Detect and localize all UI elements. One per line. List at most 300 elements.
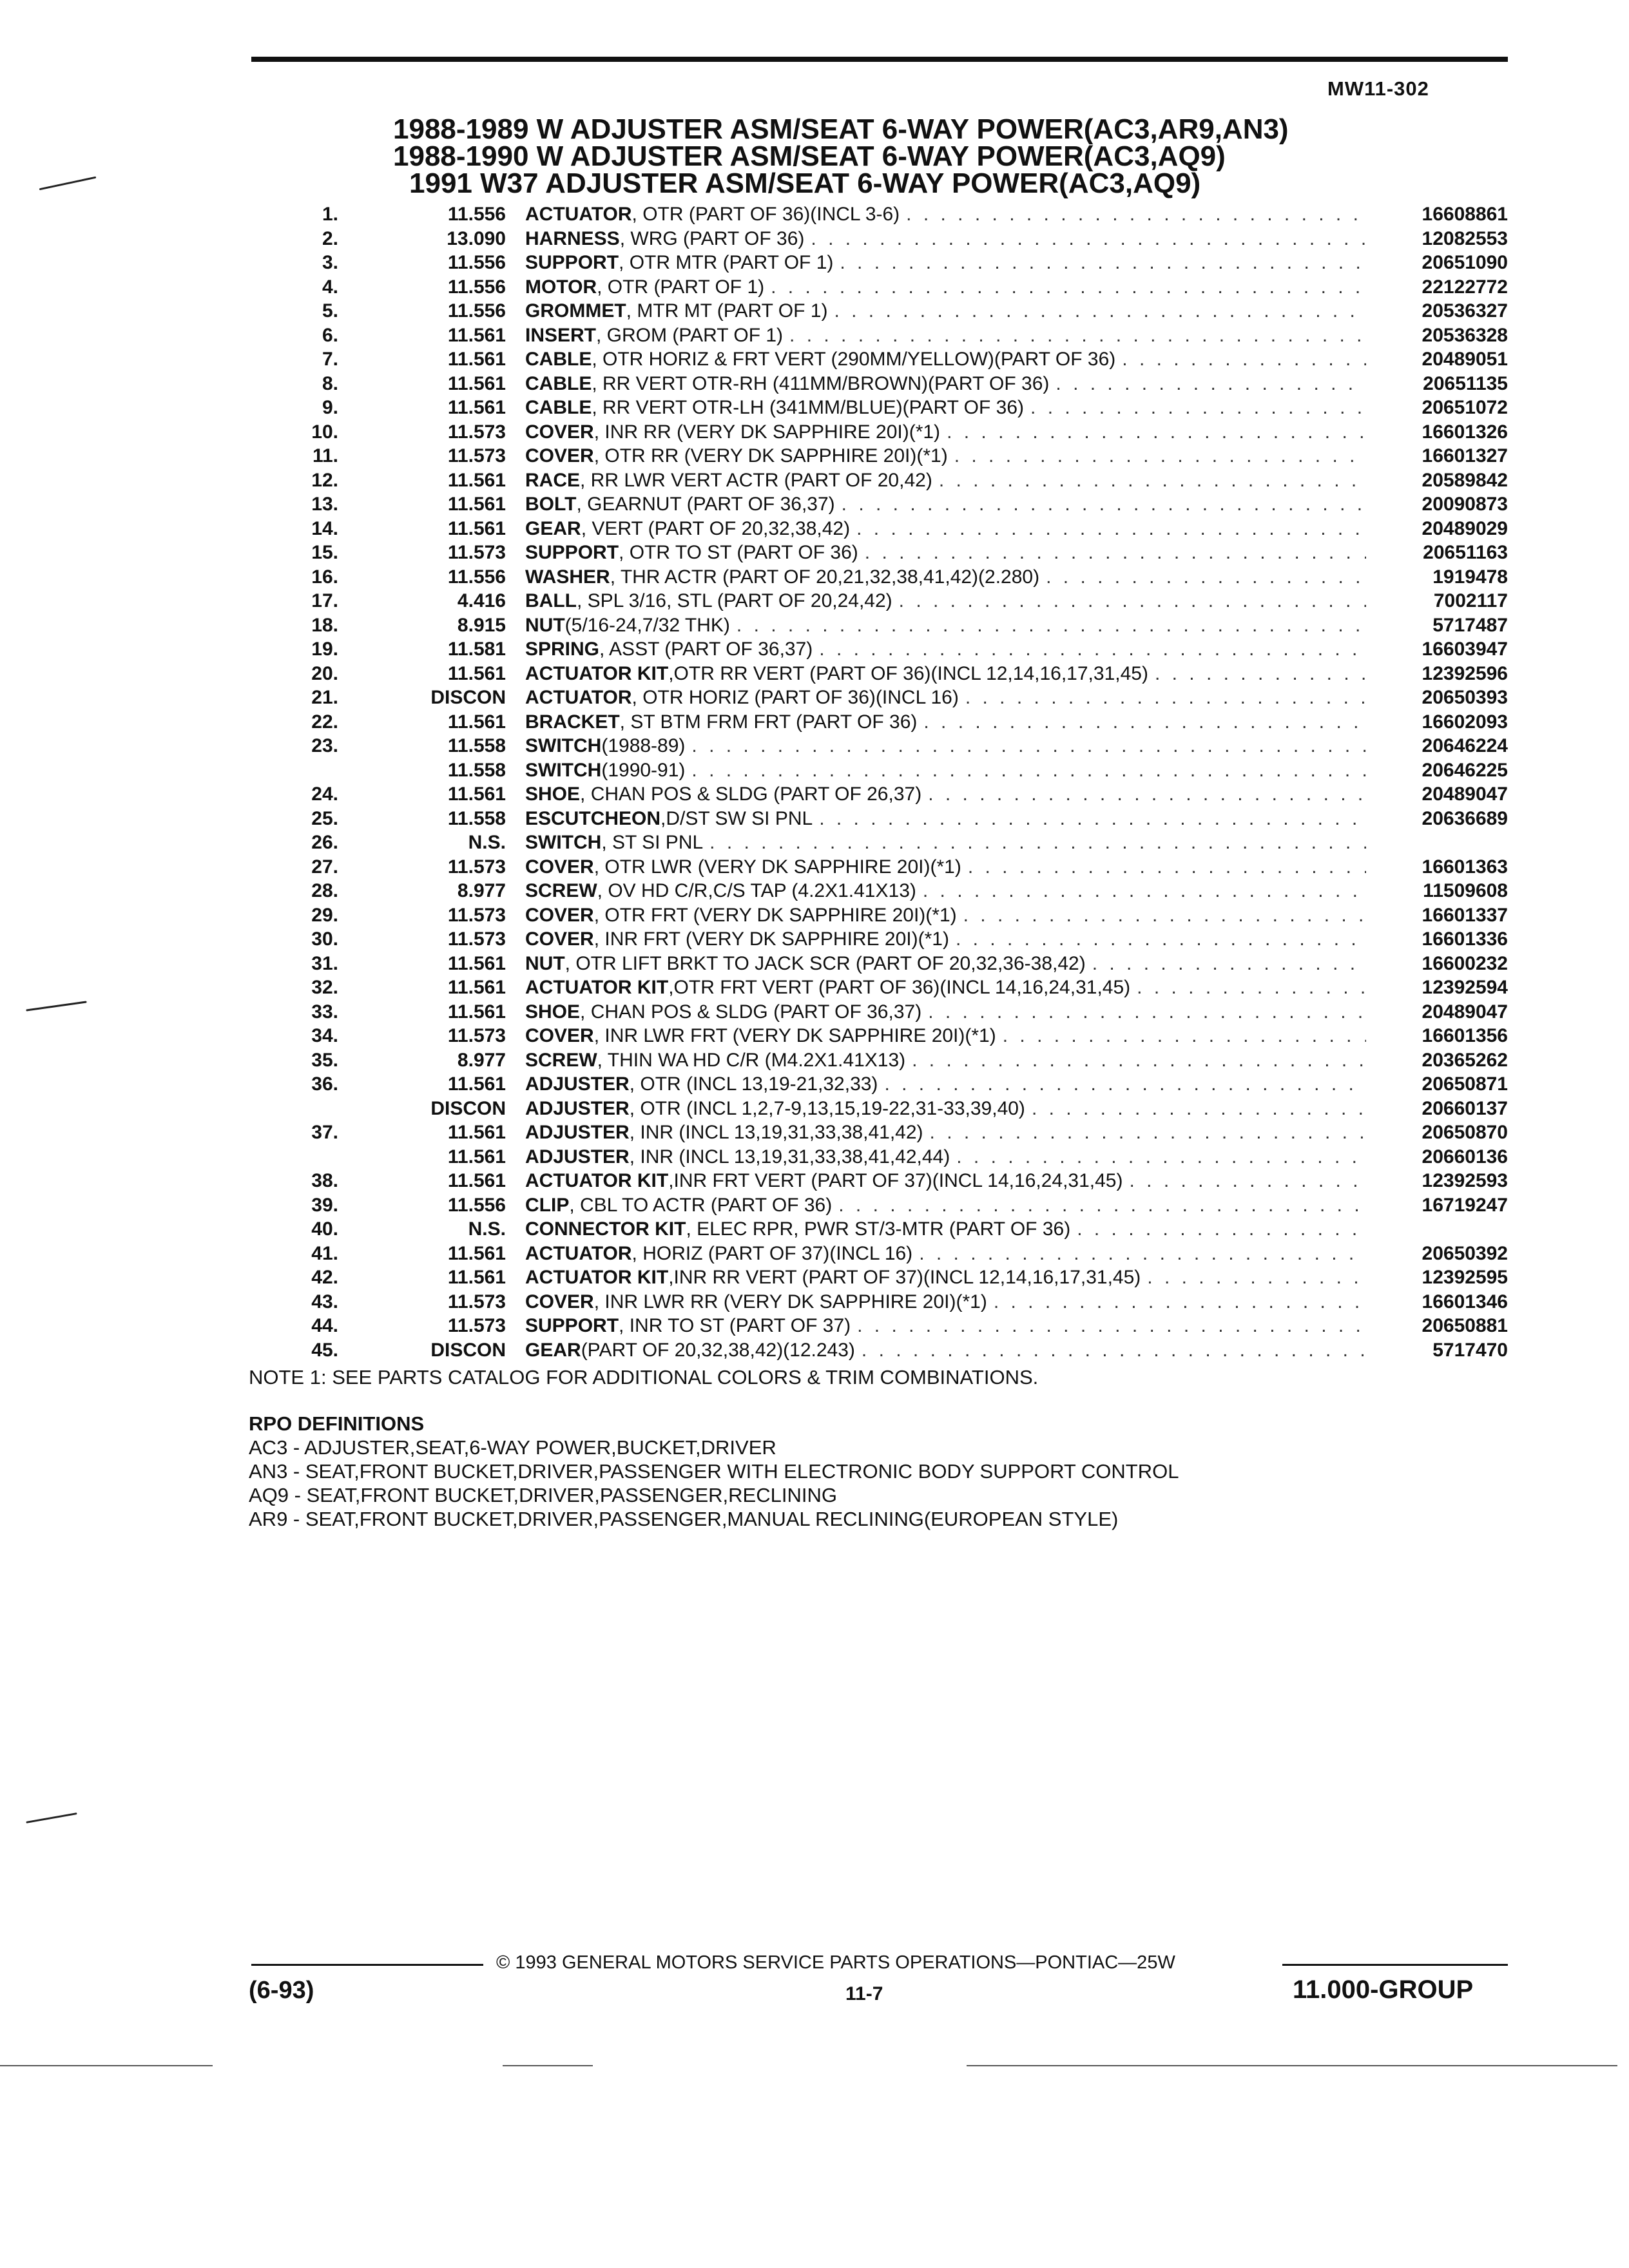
part-name: CABLE (525, 397, 592, 418)
leader-dots (811, 228, 1366, 250)
part-detail: , INR (INCL 13,19,31,33,38,41,42) (629, 1122, 923, 1143)
part-item-number: 15. (311, 542, 338, 563)
document-code: MW11-302 (1327, 77, 1429, 100)
rpo-definition: AN3 - SEAT,FRONT BUCKET,DRIVER,PASSENGER WITH ELECTRONIC BODY SUPPORT CONTROL (249, 1460, 1179, 1483)
part-name: WASHER (525, 566, 610, 588)
part-row (258, 1243, 1508, 1267)
part-detail: , ST BTM FRM FRT (PART OF 36) (619, 711, 918, 733)
part-description (525, 711, 1373, 733)
part-number: 16608861 (1422, 204, 1508, 225)
part-group-code: 11.561 (447, 469, 506, 491)
part-item-number: 21. (311, 687, 338, 708)
part-item-number: 24. (311, 783, 338, 805)
leader-dots (963, 905, 1366, 927)
part-description (525, 977, 1373, 999)
leader-dots (862, 1340, 1366, 1361)
part-item-number: 33. (311, 1001, 338, 1023)
part-item-number: 37. (311, 1122, 338, 1143)
part-group-code: 11.561 (447, 952, 506, 974)
part-description (525, 1050, 1373, 1072)
part-item-number: 3. (322, 252, 338, 273)
part-detail: , INR TO ST (PART OF 37) (619, 1315, 851, 1336)
part-detail: , RR LWR VERT ACTR (PART OF 20,42) (580, 469, 932, 491)
part-item-number: 4. (322, 276, 338, 298)
part-group-code: N.S. (468, 1218, 506, 1240)
part-description (525, 445, 1373, 467)
part-row (258, 1195, 1508, 1219)
part-row (258, 252, 1508, 276)
leader-dots (956, 1146, 1366, 1168)
part-number: 20489029 (1422, 517, 1508, 539)
part-detail: , INR LWR FRT (VERY DK SAPPHIRE 20I)(*1) (593, 1025, 996, 1046)
part-item-number: 39. (311, 1194, 338, 1216)
part-name: INSERT (525, 324, 597, 346)
part-name: SWITCH (525, 832, 602, 853)
part-group-code: 11.581 (447, 639, 506, 660)
leader-dots (1030, 397, 1366, 419)
part-group-code: 11.558 (447, 759, 506, 781)
part-group-code: 11.556 (447, 1194, 506, 1216)
part-item-number: 7. (322, 349, 338, 370)
part-name: GEAR (525, 1339, 581, 1361)
part-description (525, 953, 1373, 975)
part-number: 12392596 (1422, 662, 1508, 684)
leader-dots (1137, 977, 1366, 999)
part-item-number: 31. (311, 952, 338, 974)
part-number: 1919478 (1432, 566, 1508, 588)
part-row (258, 518, 1508, 543)
part-detail: ,OTR RR VERT (PART OF 36)(INCL 12,14,16,17,31,45) (668, 662, 1148, 684)
part-description (525, 325, 1373, 347)
part-description (525, 783, 1373, 805)
leader-dots (968, 856, 1366, 878)
part-detail: , RR VERT OTR-RH (411MM/BROWN)(PART OF 36) (592, 372, 1050, 394)
part-group-code: 11.561 (447, 711, 506, 733)
part-number: 20646224 (1422, 735, 1508, 756)
leader-dots (919, 1243, 1366, 1265)
leader-dots (1003, 1025, 1366, 1047)
part-name: COVER (525, 421, 594, 443)
part-row (258, 928, 1508, 953)
part-name: BRACKET (525, 711, 620, 733)
part-detail: (5/16-24,7/32 THK) (564, 614, 730, 636)
part-group-code: 11.556 (447, 300, 506, 322)
part-name: SPRING (525, 639, 600, 660)
part-detail: , INR LWR RR (VERY DK SAPPHIRE 20I)(*1) (593, 1291, 987, 1312)
part-number: 12392593 (1422, 1170, 1508, 1191)
part-number: 20489047 (1422, 1001, 1508, 1023)
part-name: MOTOR (525, 276, 597, 298)
part-description (525, 252, 1373, 274)
part-row (258, 470, 1508, 494)
part-description (525, 1098, 1373, 1120)
part-group-code: 11.573 (447, 1315, 506, 1336)
part-group-code: 11.573 (447, 904, 506, 926)
part-description (525, 808, 1373, 830)
part-group-code: 11.561 (447, 662, 506, 684)
part-group-code: 11.561 (447, 783, 506, 805)
part-name: NUT (525, 952, 565, 974)
part-row (258, 1050, 1508, 1074)
part-name: COVER (525, 856, 594, 878)
part-item-number: 22. (311, 711, 338, 733)
part-row (258, 494, 1508, 518)
part-item-number: 17. (311, 590, 338, 611)
part-description (525, 300, 1373, 322)
part-row (258, 421, 1508, 446)
part-group-code: 11.561 (447, 1242, 506, 1264)
part-number: 16601356 (1422, 1025, 1508, 1046)
part-item-number: 32. (311, 977, 338, 998)
part-row (258, 1146, 1508, 1171)
part-detail: , INR FRT (VERY DK SAPPHIRE 20I)(*1) (593, 928, 949, 950)
part-name: SHOE (525, 783, 581, 805)
part-name: ACTUATOR KIT (525, 1267, 669, 1288)
part-row (258, 228, 1508, 253)
page-title-1: 1988-1989 W ADJUSTER ASM/SEAT 6-WAY POWER(AC3,AR9,AN3) (393, 113, 1289, 145)
part-number: 16601336 (1422, 928, 1508, 950)
part-number: 20651090 (1422, 252, 1508, 273)
leader-dots (954, 445, 1366, 467)
part-name: CONNECTOR KIT (525, 1218, 686, 1240)
part-number: 20650871 (1422, 1073, 1508, 1095)
part-number: 20646225 (1422, 759, 1508, 781)
part-row (258, 1267, 1508, 1291)
part-group-code: DISCON (430, 687, 506, 708)
part-group-code: 11.556 (447, 276, 506, 298)
leader-dots (819, 639, 1366, 660)
part-description (525, 856, 1373, 878)
part-group-code: 11.561 (447, 1146, 506, 1168)
leader-dots (819, 808, 1366, 830)
part-detail: , THR ACTR (PART OF 20,21,32,38,41,42)(2.280) (610, 566, 1040, 588)
leader-dots (947, 421, 1366, 443)
part-row (258, 204, 1508, 228)
part-number: 20651163 (1423, 542, 1508, 563)
part-item-number: 26. (311, 832, 338, 853)
part-detail: , THIN WA HD C/R (M4.2X1.41X13) (597, 1049, 906, 1071)
part-row (258, 1315, 1508, 1340)
leader-dots (912, 1050, 1366, 1072)
part-description (525, 1218, 1373, 1240)
part-row (258, 760, 1508, 784)
part-item-number: 29. (311, 904, 338, 926)
part-item-number: 42. (311, 1267, 338, 1288)
bottom-rule (503, 2065, 593, 2066)
part-row (258, 735, 1508, 760)
part-detail: , OTR FRT (VERY DK SAPPHIRE 20I)(*1) (593, 904, 957, 926)
part-name: CLIP (525, 1194, 570, 1216)
part-group-code: 11.561 (447, 372, 506, 394)
part-description (525, 1025, 1373, 1047)
part-detail: (PART OF 20,32,38,42)(12.243) (581, 1339, 855, 1361)
footer-rule-right (1282, 1964, 1508, 1966)
part-description (525, 494, 1373, 515)
bottom-rule (967, 2065, 1617, 2066)
part-detail: , CHAN POS & SLDG (PART OF 36,37) (580, 1001, 922, 1023)
leader-dots (1147, 1267, 1366, 1289)
part-name: ACTUATOR KIT (525, 1170, 669, 1191)
part-description (525, 663, 1373, 685)
part-item-number: 10. (311, 421, 338, 443)
part-group-code: 11.561 (447, 977, 506, 998)
part-name: SWITCH (525, 735, 602, 756)
part-name: BOLT (525, 494, 577, 515)
note-1: NOTE 1: SEE PARTS CATALOG FOR ADDITIONAL COLORS & TRIM COMBINATIONS. (249, 1366, 1039, 1389)
part-row (258, 1122, 1508, 1146)
part-number: 20651135 (1423, 372, 1508, 394)
part-name: SCREW (525, 880, 597, 901)
leader-dots (691, 735, 1366, 757)
part-number: 20660136 (1422, 1146, 1508, 1168)
part-detail: , OTR (PART OF 1) (597, 276, 765, 298)
part-detail: ,INR FRT VERT (PART OF 37)(INCL 14,16,24,31,45) (668, 1170, 1123, 1191)
leader-dots (1155, 663, 1366, 685)
part-description (525, 421, 1373, 443)
part-detail: , WRG (PART OF 36) (619, 227, 805, 249)
part-item-number: 23. (311, 735, 338, 756)
part-detail: , OTR (INCL 13,19-21,32,33) (629, 1073, 878, 1095)
part-number: 16601337 (1422, 904, 1508, 926)
part-group-code: 11.573 (447, 1025, 506, 1046)
part-name: SHOE (525, 1001, 581, 1023)
part-description (525, 687, 1373, 709)
part-detail: (1990-91) (601, 759, 686, 781)
part-number: 16603947 (1422, 639, 1508, 660)
part-number: 16719247 (1422, 1194, 1508, 1216)
part-group-code: 4.416 (457, 590, 506, 611)
part-detail: ,D/ST SW SI PNL (660, 807, 813, 829)
part-number: 16601327 (1422, 445, 1508, 466)
part-number: 20489051 (1422, 349, 1508, 370)
part-detail: , ST SI PNL (601, 832, 704, 853)
leader-dots (737, 615, 1366, 637)
part-group-code: 11.556 (447, 566, 506, 588)
part-group-code: 11.573 (447, 928, 506, 950)
part-name: SUPPORT (525, 1315, 619, 1336)
part-detail: , ASST (PART OF 36,37) (599, 639, 813, 660)
part-name: ADJUSTER (525, 1122, 630, 1143)
part-item-number: 25. (311, 807, 338, 829)
part-group-code: 11.558 (447, 735, 506, 756)
part-name: SUPPORT (525, 252, 619, 273)
leader-dots (928, 1001, 1366, 1023)
part-name: SCREW (525, 1049, 597, 1071)
part-item-number: 2. (322, 227, 338, 249)
part-item-number: 38. (311, 1170, 338, 1191)
leader-dots (838, 1195, 1366, 1216)
leader-dots (1092, 953, 1366, 975)
part-row (258, 783, 1508, 808)
part-name: ACTUATOR (525, 1242, 632, 1264)
part-detail: , OTR LWR (VERY DK SAPPHIRE 20I)(*1) (593, 856, 961, 878)
part-detail: , OTR (INCL 1,2,7-9,13,15,19-22,31-33,39,40) (629, 1097, 1025, 1119)
leader-dots (842, 494, 1366, 515)
part-description (525, 373, 1373, 395)
margin-mark (26, 1001, 86, 1011)
part-name: GEAR (525, 517, 581, 539)
leader-dots (789, 325, 1366, 347)
part-name: ESCUTCHEON (525, 807, 661, 829)
part-name: ADJUSTER (525, 1073, 630, 1095)
leader-dots (906, 204, 1366, 226)
page-title-block (393, 113, 1289, 199)
part-group-code: 8.915 (457, 614, 506, 636)
part-description (525, 518, 1373, 540)
part-row (258, 1170, 1508, 1195)
part-description (525, 1267, 1373, 1289)
part-detail: , ELEC RPR, PWR ST/3-MTR (PART OF 36) (686, 1218, 1071, 1240)
part-row (258, 325, 1508, 349)
part-number: 5717487 (1432, 614, 1508, 636)
leader-dots (965, 687, 1366, 709)
part-description (525, 204, 1373, 226)
part-item-number: 11. (312, 445, 338, 466)
leader-dots (691, 760, 1366, 782)
part-number: 20090873 (1422, 494, 1508, 515)
part-detail: , OTR HORIZ & FRT VERT (290MM/YELLOW)(PART OF 36) (592, 349, 1116, 370)
part-group-code: N.S. (468, 832, 506, 853)
leader-dots (923, 880, 1366, 902)
part-row (258, 1001, 1508, 1026)
part-group-code: DISCON (430, 1097, 506, 1119)
leader-dots (1055, 373, 1366, 395)
part-row (258, 373, 1508, 398)
part-item-number: 41. (311, 1242, 338, 1264)
part-row (258, 349, 1508, 373)
part-name: COVER (525, 1291, 594, 1312)
part-group-code: 11.561 (447, 517, 506, 539)
part-detail: , OV HD C/R,C/S TAP (4.2X1.41X13) (597, 880, 916, 901)
part-description (525, 905, 1373, 927)
part-item-number: 18. (311, 614, 338, 636)
leader-dots (709, 832, 1366, 854)
part-group-code: 8.977 (457, 1049, 506, 1071)
part-number: 20650881 (1422, 1315, 1508, 1336)
part-number: 16601346 (1422, 1291, 1508, 1312)
part-item-number: 27. (311, 856, 338, 878)
part-description (525, 397, 1373, 419)
part-row (258, 977, 1508, 1001)
part-name: BALL (525, 590, 577, 611)
part-row (258, 1073, 1508, 1098)
part-name: ADJUSTER (525, 1097, 630, 1119)
part-description (525, 615, 1373, 637)
part-group-code: 11.561 (447, 397, 506, 418)
part-detail: , INR (INCL 13,19,31,33,38,41,42,44) (629, 1146, 950, 1168)
bottom-rule (0, 2065, 213, 2066)
part-name: RACE (525, 469, 581, 491)
part-number: 20636689 (1422, 807, 1508, 829)
part-detail: , RR VERT OTR-LH (341MM/BLUE)(PART OF 36) (592, 397, 1025, 418)
part-row (258, 953, 1508, 977)
part-row (258, 711, 1508, 736)
copyright-text: © 1993 GENERAL MOTORS SERVICE PARTS OPERATIONS—PONTIAC—25W (496, 1952, 1175, 1973)
part-detail: , HORIZ (PART OF 37)(INCL 16) (631, 1242, 913, 1264)
leader-dots (1046, 566, 1366, 588)
part-number: 22122772 (1422, 276, 1508, 298)
part-description (525, 639, 1373, 660)
leader-dots (899, 590, 1366, 612)
part-group-code: DISCON (430, 1339, 506, 1361)
leader-dots (1122, 349, 1366, 370)
part-group-code: 11.558 (447, 807, 506, 829)
part-detail: , OTR (PART OF 36)(INCL 3-6) (631, 204, 900, 225)
part-detail: , OTR RR (VERY DK SAPPHIRE 20I)(*1) (593, 445, 948, 466)
part-description (525, 1170, 1373, 1192)
part-group-code: 11.561 (447, 494, 506, 515)
part-row (258, 397, 1508, 421)
part-row (258, 1340, 1508, 1364)
part-description (525, 1195, 1373, 1216)
part-name: COVER (525, 445, 594, 466)
part-name: ACTUATOR KIT (525, 662, 669, 684)
part-description (525, 928, 1373, 950)
leader-dots (1129, 1170, 1366, 1192)
part-item-number: 43. (311, 1291, 338, 1312)
part-description (525, 832, 1373, 854)
rpo-definition: AR9 - SEAT,FRONT BUCKET,DRIVER,PASSENGER,MANUAL RECLINING(EUROPEAN STYLE) (249, 1508, 1119, 1530)
part-item-number: 30. (311, 928, 338, 950)
part-detail: ,OTR FRT VERT (PART OF 36)(INCL 14,16,24,31,45) (668, 977, 1131, 998)
part-row (258, 566, 1508, 591)
part-detail: , SPL 3/16, STL (PART OF 20,24,42) (576, 590, 892, 611)
part-number: 5717470 (1432, 1339, 1508, 1361)
part-detail: , GEARNUT (PART OF 36,37) (576, 494, 835, 515)
part-item-number: 13. (311, 494, 338, 515)
part-number: 16601363 (1422, 856, 1508, 878)
group-label: 11.000-GROUP (1293, 1975, 1474, 2004)
revision-date: (6-93) (249, 1977, 314, 2004)
part-item-number: 20. (311, 662, 338, 684)
part-number: 20650870 (1422, 1122, 1508, 1143)
part-description (525, 1001, 1373, 1023)
leader-dots (956, 928, 1366, 950)
part-group-code: 11.561 (447, 1267, 506, 1288)
part-detail: , OTR HORIZ (PART OF 36)(INCL 16) (631, 687, 959, 708)
part-item-number: 44. (311, 1315, 338, 1336)
part-detail: (1988-89) (601, 735, 686, 756)
part-name: SWITCH (525, 759, 602, 781)
leader-dots (834, 300, 1366, 322)
part-detail: , CHAN POS & SLDG (PART OF 26,37) (580, 783, 922, 805)
page-title-2: 1988-1990 W ADJUSTER ASM/SEAT 6-WAY POWER(AC3,AQ9) (393, 140, 1226, 172)
part-group-code: 11.573 (447, 856, 506, 878)
part-description (525, 1291, 1373, 1313)
part-group-code: 11.573 (447, 542, 506, 563)
part-item-number: 40. (311, 1218, 338, 1240)
part-row (258, 542, 1508, 566)
part-number: 12082553 (1422, 227, 1508, 249)
part-row (258, 1218, 1508, 1243)
part-number: 20365262 (1422, 1049, 1508, 1071)
part-number: 20660137 (1422, 1097, 1508, 1119)
part-row (258, 856, 1508, 881)
rpo-definition: AQ9 - SEAT,FRONT BUCKET,DRIVER,PASSENGER,RECLINING (249, 1484, 837, 1506)
part-description (525, 470, 1373, 492)
part-row (258, 276, 1508, 301)
part-detail: , OTR LIFT BRKT TO JACK SCR (PART OF 20,32,36-38,42) (564, 952, 1086, 974)
part-group-code: 11.561 (447, 324, 506, 346)
leader-dots (771, 276, 1366, 298)
part-description (525, 880, 1373, 902)
part-detail: , INR RR (VERY DK SAPPHIRE 20I)(*1) (593, 421, 941, 443)
footer-rule-left (251, 1964, 483, 1966)
part-description (525, 590, 1373, 612)
part-row (258, 1098, 1508, 1122)
part-row (258, 445, 1508, 470)
leader-dots (939, 470, 1366, 492)
